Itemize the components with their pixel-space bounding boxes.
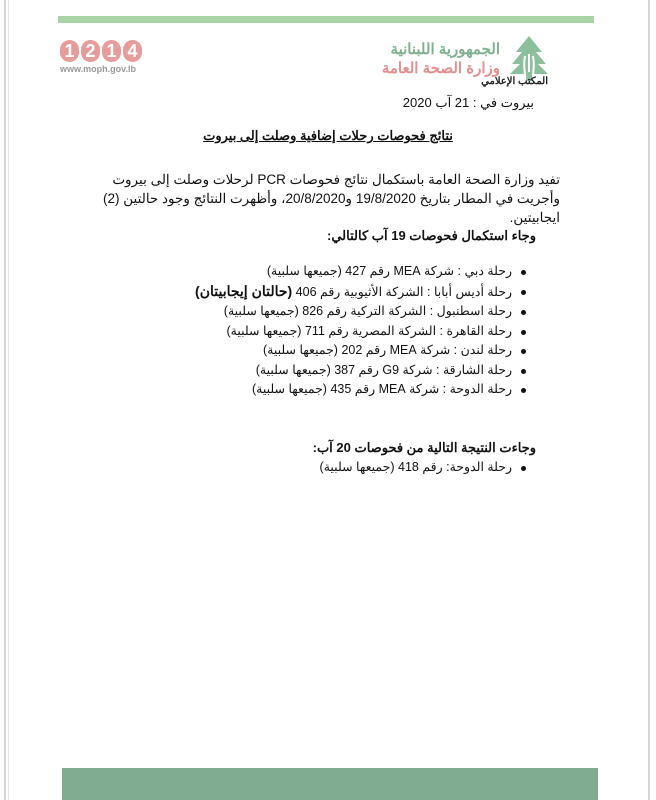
hotline-digit: 2 bbox=[81, 40, 100, 62]
list-item bbox=[195, 322, 528, 342]
section-heading-aug19: وجاء استكمال فحوصات 19 آب كالتالي: bbox=[327, 228, 536, 243]
flight-result: رحلة القاهرة : الشركة المصرية رقم 711 (جميعها سلبية) bbox=[226, 323, 512, 338]
list-item bbox=[195, 380, 528, 400]
list-item bbox=[320, 458, 528, 478]
hotline-number bbox=[60, 40, 150, 62]
footer-green-band bbox=[62, 768, 598, 800]
hotline-logo bbox=[60, 40, 150, 74]
flight-result: رحلة دبي : شركة MEA رقم 427 (جميعها سلبية) bbox=[266, 264, 512, 278]
website-url: www.moph.gov.lb bbox=[60, 64, 136, 74]
media-office-label: المكتب الإعلامي bbox=[481, 76, 548, 87]
hotline-digit: 1 bbox=[60, 40, 79, 62]
list-item bbox=[195, 282, 528, 303]
page-border-left-inner bbox=[8, 0, 9, 800]
intro-paragraph: تفيد وزارة الصحة العامة باستكمال نتائج فحوصات PCR لرحلات وصلت إلى بيروت وأجريت في المطار بتاريخ 19/8/2020 و20/8/2020، وأظهرت النتائج وجود حالتين (2) ايجابيتين. bbox=[103, 172, 560, 225]
hotline-digit: 4 bbox=[123, 40, 142, 62]
republic-name: الجمهورية اللبنانية bbox=[390, 41, 500, 58]
dateline: بيروت في : 21 آب 2020 bbox=[402, 95, 534, 110]
flight-result: رحلة الشارقة : شركة G9 رقم 387 (جميعها سلبية) bbox=[255, 362, 512, 377]
flight-result: رحلة لندن : شركة MEA رقم 202 (جميعها سلبية) bbox=[262, 343, 512, 357]
page-border-left bbox=[4, 0, 6, 800]
list-item bbox=[195, 302, 528, 322]
page-border-right bbox=[648, 0, 650, 800]
list-item bbox=[195, 262, 528, 282]
flight-result: رحلة الدوحة: رقم 418 (جميعها سلبية) bbox=[319, 460, 512, 474]
flights-list-aug19 bbox=[195, 262, 528, 400]
list-item bbox=[195, 341, 528, 361]
flight-result: رحلة الدوحة : شركة MEA رقم 435 (جميعها سلبية) bbox=[251, 382, 512, 396]
ministry-name: وزارة الصحة العامة bbox=[381, 60, 500, 77]
flight-result: رحلة اسطنبول : الشركة التركية رقم 826 (جميعها سلبية) bbox=[223, 304, 512, 318]
cedar-tree-icon bbox=[508, 34, 550, 82]
flight-result: رحلة أديس أبابا : الشركة الأثيوبية رقم 406 bbox=[292, 284, 512, 299]
header-green-band bbox=[58, 16, 594, 23]
document-title: نتائج فحوصات رحلات إضافية وصلت إلى بيروت bbox=[203, 128, 453, 143]
list-item bbox=[195, 361, 528, 381]
section-heading-aug20: وجاءت النتيجة التالية من فحوصات 20 آب: bbox=[312, 440, 536, 455]
positive-cases-note: (حالتان إيجابيتان) bbox=[195, 282, 293, 299]
flights-list-aug20 bbox=[320, 458, 528, 478]
hotline-digit: 1 bbox=[102, 40, 121, 62]
